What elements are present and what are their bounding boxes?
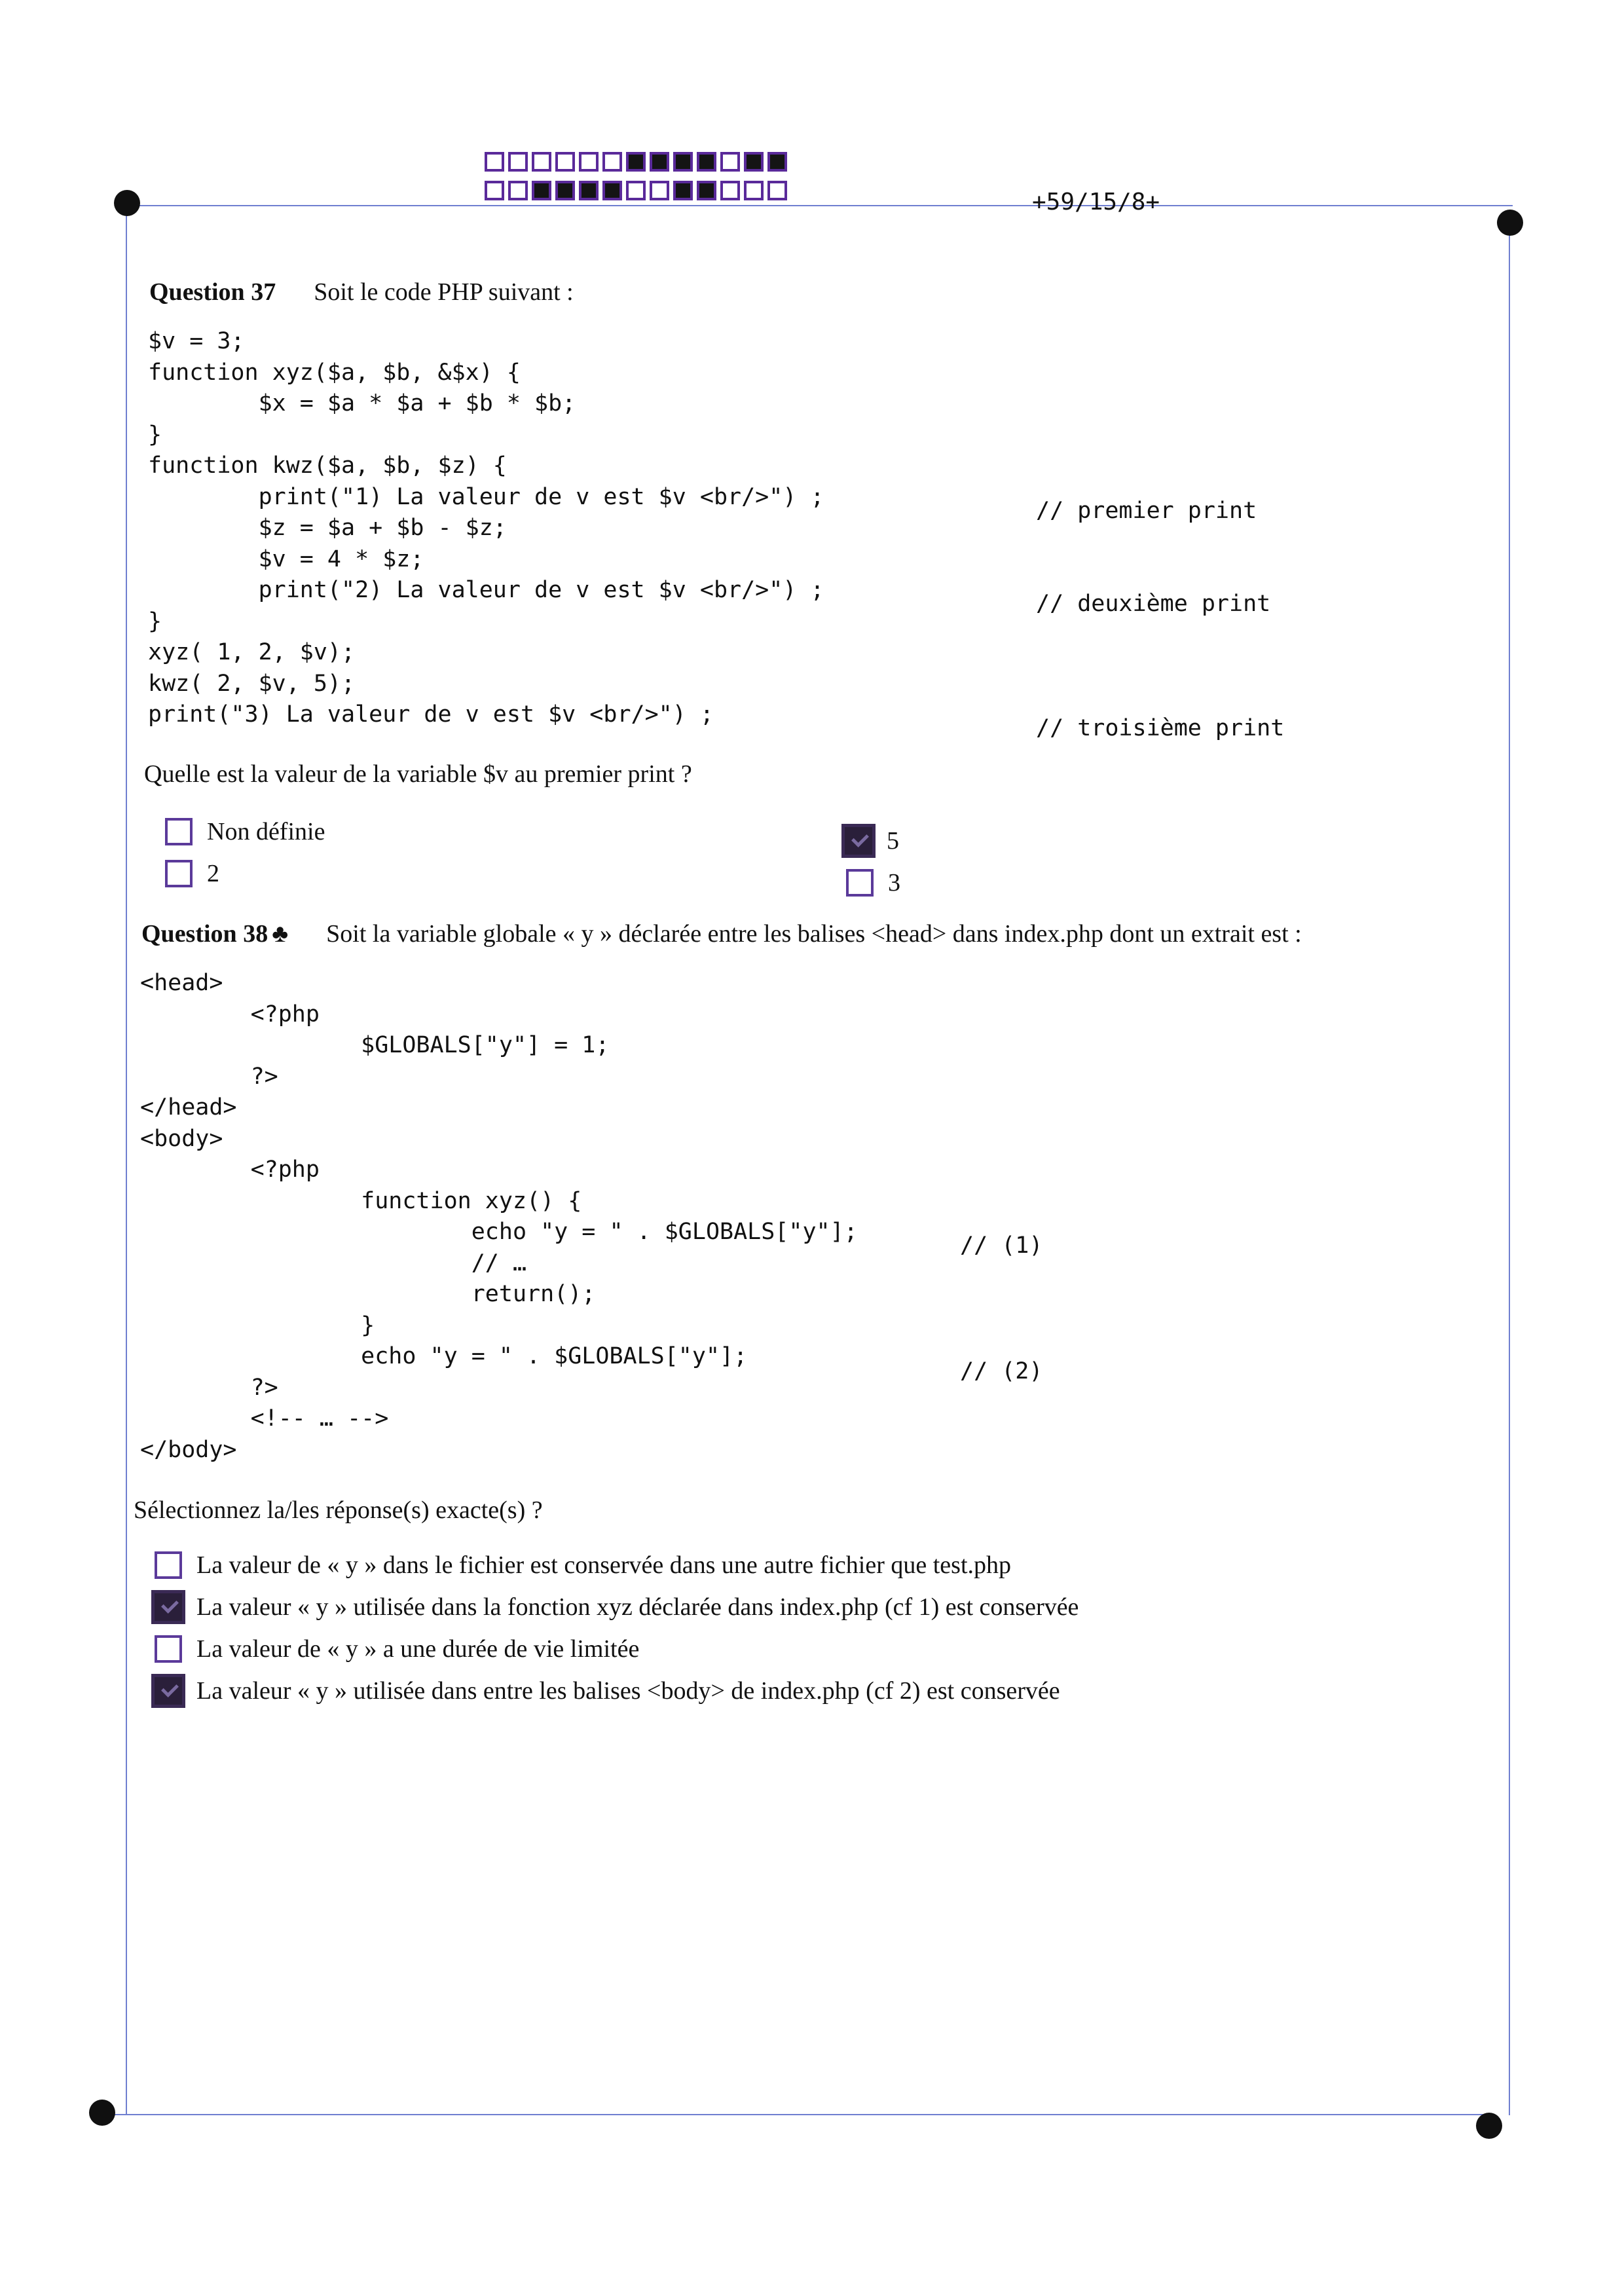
checkbox[interactable]: [846, 869, 874, 897]
q37-prompt: Quelle est la valeur de la variable $v au premier print ?: [144, 760, 692, 788]
q38-option-1[interactable]: [155, 1551, 1011, 1580]
barcode-cell-empty: [626, 181, 646, 200]
option-label: 3: [888, 869, 900, 897]
option-label: La valeur « y » utilisée dans entre les balises <body> de index.php (cf 2) est conservée: [196, 1677, 1060, 1705]
barcode-row-2: [485, 181, 787, 200]
barcode-cell-empty: [485, 152, 504, 172]
barcode-cell-empty: [555, 152, 575, 172]
frame-top: [128, 205, 1513, 206]
q37-option-3[interactable]: [846, 868, 900, 897]
checkbox[interactable]: [165, 818, 193, 845]
q38-code-block: <head> <?php $GLOBALS["y"] = 1; ?> </head> <body> <?php function xyz() { echo "y = " . $GLOBALS["y"]; // … return(); } echo "y = " . $GLOBALS["y"]; ?> <!-- … --> </body>: [140, 970, 858, 1463]
q38-option-3[interactable]: [155, 1635, 639, 1663]
question-number: Question 37: [149, 278, 276, 306]
q37-option-5[interactable]: [845, 826, 899, 855]
barcode-cell-filled: [673, 181, 693, 200]
checkbox[interactable]: [165, 860, 193, 887]
checkbox-checked[interactable]: [845, 827, 872, 855]
barcode-cell-filled: [650, 152, 669, 172]
registration-mark-top-left: [114, 190, 140, 216]
barcode-cell-empty: [650, 181, 669, 200]
question-38-title: [141, 919, 1302, 948]
barcode-cell-filled: [579, 181, 599, 200]
q37-option-2[interactable]: [165, 859, 219, 888]
question-number: Question 38 ♣: [141, 920, 289, 948]
barcode-cell-empty: [720, 152, 740, 172]
barcode-cell-empty: [744, 181, 764, 200]
q38-option-4[interactable]: [155, 1676, 1060, 1705]
barcode-cell-filled: [673, 152, 693, 172]
comment-deuxieme-print: // deuxième print: [1036, 591, 1271, 617]
barcode-row-1: [485, 152, 787, 172]
question-intro: Soit la variable globale « y » déclarée entre les balises <head> dans index.php dont un extrait est :: [326, 920, 1302, 948]
barcode-cell-filled: [532, 181, 551, 200]
checkbox[interactable]: [155, 1635, 182, 1663]
comment-troisieme-print: // troisième print: [1036, 715, 1285, 741]
option-label: La valeur de « y » a une durée de vie limitée: [196, 1635, 640, 1663]
barcode-cell-empty: [720, 181, 740, 200]
checkbox-checked[interactable]: [155, 1593, 182, 1621]
registration-mark-bottom-right: [1476, 2113, 1502, 2139]
option-label: La valeur de « y » dans le fichier est conservée dans une autre fichier que test.php: [196, 1551, 1011, 1579]
frame-bottom: [103, 2114, 1490, 2115]
option-label: 5: [887, 827, 899, 855]
barcode-cell-filled: [626, 152, 646, 172]
option-label: 2: [207, 860, 219, 887]
q37-code-block: $v = 3; function xyz($a, $b, &$x) { $x = $a * $a + $b * $b; } function kwz($a, $b, $z) { print("1) La valeur de v est $v <br/>") ; $z = $a + $b - $z; $v = 4 * $z; print("2) La valeur de v est $v <br/>") ; } xyz( 1, 2, $v); kwz( 2, $v, 5); print("3) La valeur de v est $v <br/>") ;: [148, 328, 824, 728]
comment-premier-print: // premier print: [1036, 498, 1257, 524]
q38-prompt: Sélectionnez la/les réponse(s) exacte(s) ?: [134, 1496, 543, 1524]
comment-2: // (2): [960, 1358, 1043, 1384]
checkbox[interactable]: [155, 1551, 182, 1579]
q37-option-non-definie[interactable]: [165, 817, 325, 846]
barcode-cell-empty: [767, 181, 787, 200]
barcode-cell-empty: [485, 181, 504, 200]
option-label: Non définie: [207, 818, 325, 845]
frame-left: [126, 205, 127, 2114]
barcode-cell-filled: [602, 181, 622, 200]
question-intro: Soit le code PHP suivant :: [314, 278, 574, 306]
registration-mark-top-right: [1497, 210, 1523, 236]
page-id: +59/15/8+: [1032, 189, 1160, 215]
barcode-cell-empty: [579, 152, 599, 172]
barcode-cell-filled: [744, 152, 764, 172]
frame-right: [1509, 223, 1510, 2115]
barcode-cell-empty: [532, 152, 551, 172]
question-37-title: [149, 278, 574, 306]
comment-1: // (1): [960, 1232, 1043, 1259]
barcode-cell-filled: [767, 152, 787, 172]
barcode-cell-empty: [602, 152, 622, 172]
barcode-cell-empty: [508, 181, 528, 200]
q38-option-2[interactable]: [155, 1593, 1079, 1621]
option-label: La valeur « y » utilisée dans la fonction xyz déclarée dans index.php (cf 1) est conservée: [196, 1593, 1079, 1621]
barcode-cell-empty: [508, 152, 528, 172]
barcode-cell-filled: [697, 152, 716, 172]
club-icon: ♣: [272, 920, 289, 948]
barcode-cell-filled: [697, 181, 716, 200]
barcode-cell-filled: [555, 181, 575, 200]
registration-mark-bottom-left: [89, 2100, 115, 2126]
checkbox-checked[interactable]: [155, 1677, 182, 1705]
